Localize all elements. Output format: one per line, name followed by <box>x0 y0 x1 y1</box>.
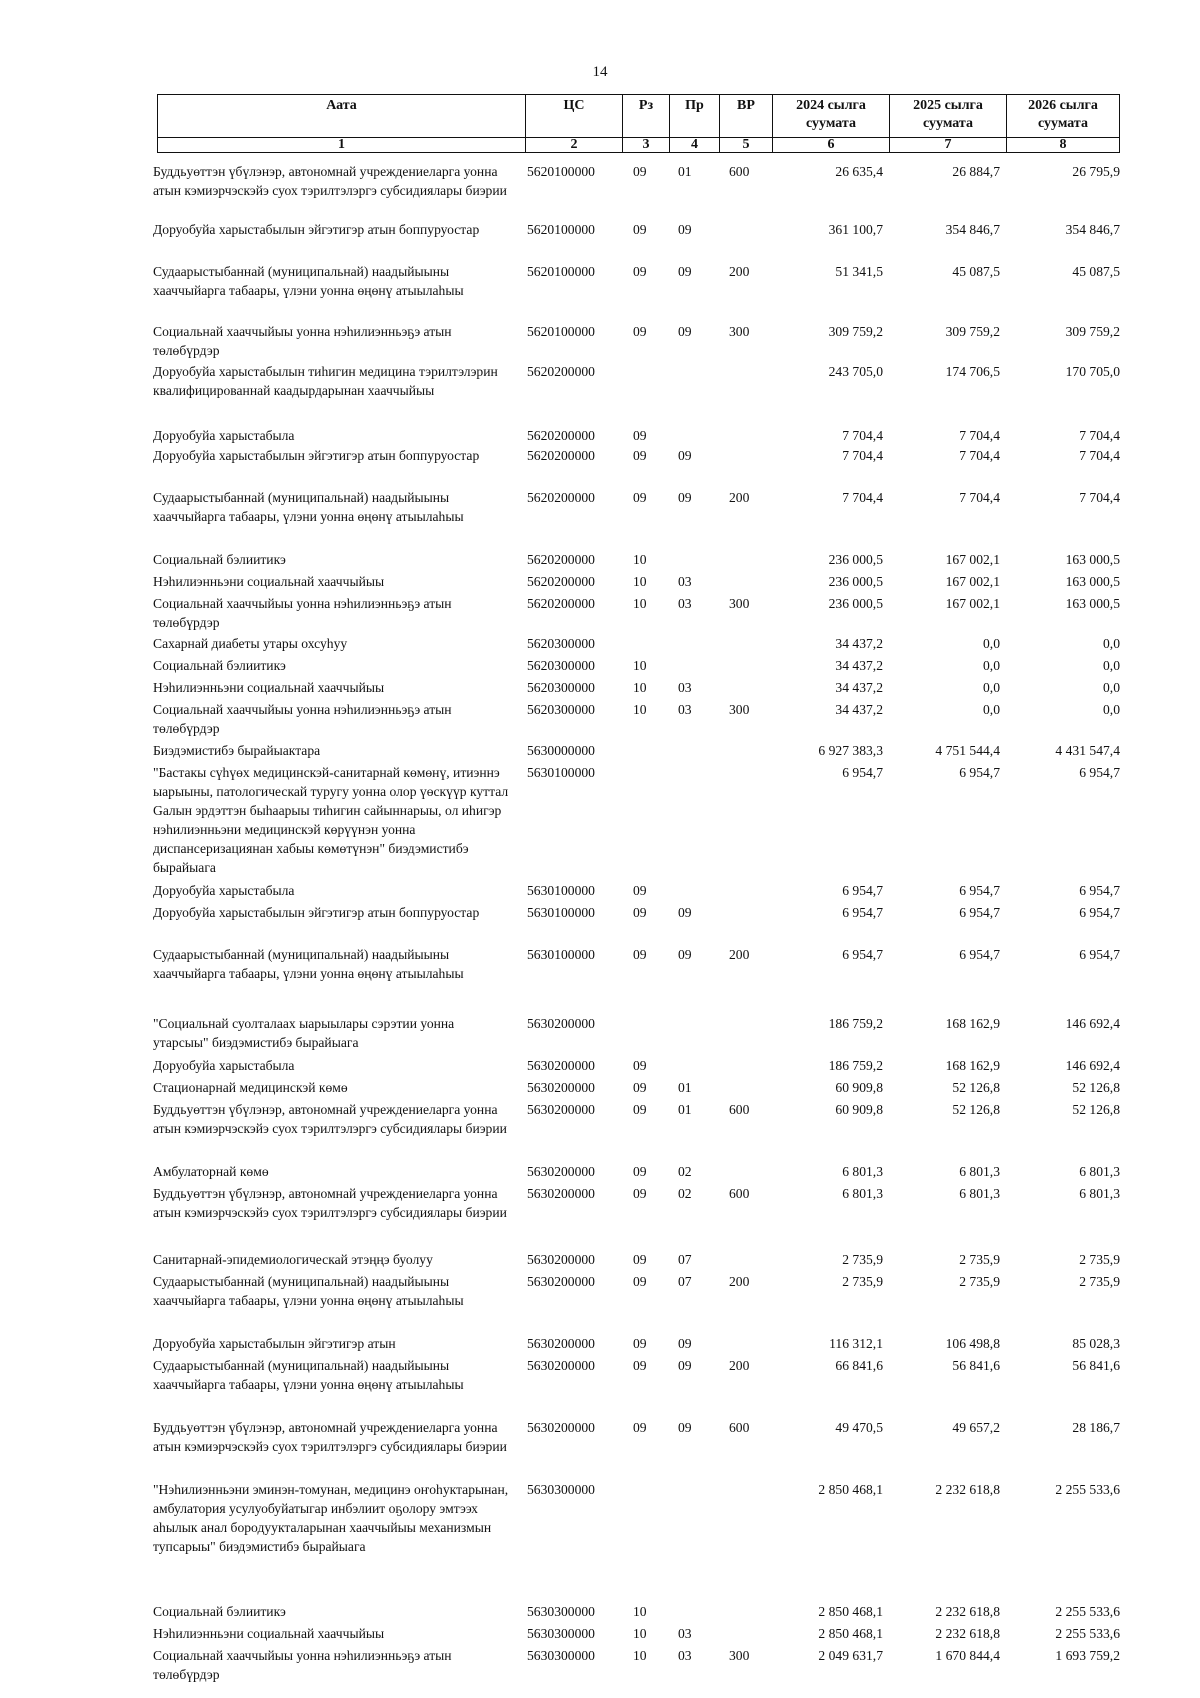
column-number: 5 <box>720 138 773 153</box>
row-amount-2024: 236 000,5 <box>828 552 883 567</box>
row-amount-2024: 6 801,3 <box>842 1164 883 1179</box>
row-amount-2025: 2 735,9 <box>959 1274 1000 1289</box>
row-amount-2026: 146 692,4 <box>1065 1058 1120 1073</box>
row-rz-code: 09 <box>633 905 647 920</box>
row-pr-code: 01 <box>678 1102 692 1117</box>
row-name: Нэһилиэнньэни социальнай хааччыйыы <box>153 680 385 695</box>
row-name: Социальнай бэлиитикэ <box>153 658 286 673</box>
row-rz-code: 09 <box>633 490 647 505</box>
row-amount-2024: 6 954,7 <box>842 905 883 920</box>
row-amount-2024: 49 470,5 <box>835 1420 883 1435</box>
row-amount-2026: 2 255 533,6 <box>1055 1604 1120 1619</box>
row-amount-2026: 7 704,4 <box>1079 428 1120 443</box>
row-amount-2026: 163 000,5 <box>1065 552 1120 567</box>
row-cs-code: 5630100000 <box>527 765 595 780</box>
row-amount-2025: 6 954,7 <box>959 765 1000 780</box>
row-vr-code: 300 <box>729 596 750 611</box>
row-amount-2025: 56 841,6 <box>952 1358 1000 1373</box>
row-amount-2024: 186 759,2 <box>828 1058 883 1073</box>
header-2026: 2026 сылга суумата <box>1007 95 1120 138</box>
row-rz-code: 10 <box>633 596 647 611</box>
row-vr-code: 300 <box>729 1648 750 1663</box>
row-amount-2026: 4 431 547,4 <box>1055 743 1120 758</box>
row-amount-2024: 2 735,9 <box>842 1252 883 1267</box>
row-amount-2026: 85 028,3 <box>1072 1336 1120 1351</box>
row-amount-2024: 6 954,7 <box>842 765 883 780</box>
row-cs-code: 5620100000 <box>527 222 595 237</box>
row-rz-code: 09 <box>633 1080 647 1095</box>
row-rz-code: 09 <box>633 1252 647 1267</box>
row-name: Нэһилиэнньэни социальнай хааччыйыы <box>153 1626 385 1641</box>
row-amount-2026: 0,0 <box>1103 658 1120 673</box>
row-cs-code: 5630300000 <box>527 1626 595 1641</box>
row-amount-2025: 0,0 <box>983 636 1000 651</box>
row-amount-2026: 309 759,2 <box>1065 324 1120 339</box>
row-amount-2025: 167 002,1 <box>945 596 1000 611</box>
row-cs-code: 5620200000 <box>527 552 595 567</box>
row-amount-2025: 168 162,9 <box>945 1058 1000 1073</box>
row-name: Судаарыстыбаннай (муниципальнай) наадыйыыны хааччыйарга табаары, үлэни уонна өңөнү атыылаһыы <box>153 947 464 981</box>
row-vr-code: 600 <box>729 164 750 179</box>
row-amount-2026: 7 704,4 <box>1079 490 1120 505</box>
row-amount-2025: 26 884,7 <box>952 164 1000 179</box>
row-name: Буддьуөттэн үбүлэнэр, автономнай учреждениеларга уонна атын кэмиэрчэскэйэ суох тэрилтэлэргэ субсидиялары биэрии <box>153 164 507 198</box>
row-amount-2025: 174 706,5 <box>945 364 1000 379</box>
row-rz-code: 09 <box>633 1358 647 1373</box>
row-name: Сахарнай диабеты утары охсуһуу <box>153 636 348 651</box>
row-amount-2024: 66 841,6 <box>835 1358 883 1373</box>
row-pr-code: 03 <box>678 574 692 589</box>
column-number: 4 <box>670 138 720 153</box>
row-rz-code: 09 <box>633 883 647 898</box>
row-cs-code: 5620300000 <box>527 702 595 717</box>
row-pr-code: 07 <box>678 1252 692 1267</box>
row-amount-2025: 52 126,8 <box>952 1102 1000 1117</box>
row-cs-code: 5630000000 <box>527 743 595 758</box>
row-rz-code: 09 <box>633 947 647 962</box>
row-amount-2026: 45 087,5 <box>1072 264 1120 279</box>
row-pr-code: 09 <box>678 1420 692 1435</box>
row-name: "Социальнай суолталаах ыарыылары сэрэтии уонна утарсыы" биэдэмистибэ бырайыага <box>153 1016 455 1050</box>
row-name: Социальнай хааччыйыы уонна нэһилиэнньэҕэ атын төлөбүрдэр <box>153 596 452 630</box>
row-name: "Бастакы сүһүөх медицинскэй-санитарнай көмөнү, итиэннэ ыарыыны, патологическай туругу уонна олор үөскүүр куттал Gaлын эрдэттэн быһаарыы тиһигин сайыннарыы, ол иһигэр нэһилиэнньэни медицинскэй көрүүнэн уонна диспансеризациянан хабыы көмөтүнэн" биэдэмистибэ бырайыага <box>153 765 509 875</box>
row-amount-2025: 7 704,4 <box>959 448 1000 463</box>
row-amount-2026: 56 841,6 <box>1072 1358 1120 1373</box>
row-rz-code: 10 <box>633 552 647 567</box>
row-amount-2026: 28 186,7 <box>1072 1420 1120 1435</box>
row-pr-code: 09 <box>678 448 692 463</box>
row-vr-code: 200 <box>729 1358 750 1373</box>
row-cs-code: 5630200000 <box>527 1102 595 1117</box>
row-amount-2025: 49 657,2 <box>952 1420 1000 1435</box>
row-amount-2026: 354 846,7 <box>1065 222 1120 237</box>
row-vr-code: 200 <box>729 490 750 505</box>
row-cs-code: 5620200000 <box>527 364 595 379</box>
column-number: 6 <box>773 138 890 153</box>
row-amount-2026: 6 801,3 <box>1079 1164 1120 1179</box>
row-name: Буддьуөттэн үбүлэнэр, автономнай учреждениеларга уонна атын кэмиэрчэскэйэ суох тэрилтэлэргэ субсидиялары биэрии <box>153 1102 507 1136</box>
row-name: Биэдэмистибэ бырайыактара <box>153 743 321 758</box>
row-vr-code: 600 <box>729 1186 750 1201</box>
row-amount-2025: 1 670 844,4 <box>935 1648 1000 1663</box>
row-cs-code: 5620300000 <box>527 680 595 695</box>
row-cs-code: 5630100000 <box>527 905 595 920</box>
row-name: Санитарнай-эпидемиологическай этэңңэ буолуу <box>153 1252 433 1267</box>
row-pr-code: 09 <box>678 905 692 920</box>
row-cs-code: 5630200000 <box>527 1058 595 1073</box>
row-amount-2026: 2 735,9 <box>1079 1274 1120 1289</box>
row-amount-2025: 167 002,1 <box>945 574 1000 589</box>
row-cs-code: 5630200000 <box>527 1016 595 1031</box>
row-amount-2025: 2 232 618,8 <box>935 1626 1000 1641</box>
row-amount-2025: 45 087,5 <box>952 264 1000 279</box>
header-2024: 2024 сылга суумата <box>773 95 890 138</box>
row-name: Доруобуйа харыстабылын эйгэтигэр атын боппуруостар <box>153 222 480 237</box>
row-name: Доруобуйа харыстабылын эйгэтигэр атын боппуруостар <box>153 448 480 463</box>
row-amount-2024: 2 850 468,1 <box>818 1604 883 1619</box>
row-amount-2025: 354 846,7 <box>945 222 1000 237</box>
row-rz-code: 09 <box>633 264 647 279</box>
row-amount-2024: 243 705,0 <box>828 364 883 379</box>
row-amount-2024: 309 759,2 <box>828 324 883 339</box>
row-pr-code: 02 <box>678 1164 692 1179</box>
row-pr-code: 09 <box>678 222 692 237</box>
row-vr-code: 200 <box>729 1274 750 1289</box>
row-cs-code: 5630200000 <box>527 1252 595 1267</box>
row-cs-code: 5620200000 <box>527 574 595 589</box>
row-name: Доруобуйа харыстабыла <box>153 883 295 898</box>
row-amount-2026: 0,0 <box>1103 702 1120 717</box>
row-rz-code: 09 <box>633 1164 647 1179</box>
row-pr-code: 07 <box>678 1274 692 1289</box>
row-name: Стационарнай медицинскэй көмө <box>153 1080 348 1095</box>
row-pr-code: 03 <box>678 680 692 695</box>
row-name: Доруобуйа харыстабылын тиһигин медицина тэрилтэлэрин квалифицированнай каадырдарынан хааччыйыы <box>153 364 498 398</box>
row-pr-code: 09 <box>678 1358 692 1373</box>
row-amount-2025: 309 759,2 <box>945 324 1000 339</box>
row-cs-code: 5630300000 <box>527 1482 595 1497</box>
row-amount-2024: 6 954,7 <box>842 883 883 898</box>
row-amount-2025: 4 751 544,4 <box>935 743 1000 758</box>
row-amount-2024: 361 100,7 <box>828 222 883 237</box>
row-amount-2026: 0,0 <box>1103 680 1120 695</box>
column-number: 8 <box>1007 138 1120 153</box>
row-name: Доруобуйа харыстабыла <box>153 1058 295 1073</box>
row-name: Доруобуйа харыстабылын эйгэтигэр атын <box>153 1336 396 1351</box>
row-amount-2024: 34 437,2 <box>835 680 883 695</box>
header-name: Аата <box>158 95 526 138</box>
row-amount-2024: 236 000,5 <box>828 596 883 611</box>
row-amount-2025: 2 232 618,8 <box>935 1604 1000 1619</box>
row-amount-2024: 26 635,4 <box>835 164 883 179</box>
row-cs-code: 5630300000 <box>527 1604 595 1619</box>
row-amount-2025: 2 735,9 <box>959 1252 1000 1267</box>
row-rz-code: 09 <box>633 1336 647 1351</box>
row-amount-2025: 6 801,3 <box>959 1164 1000 1179</box>
row-rz-code: 09 <box>633 164 647 179</box>
row-pr-code: 01 <box>678 164 692 179</box>
row-rz-code: 10 <box>633 1626 647 1641</box>
row-name: Нэһилиэнньэни социальнай хааччыйыы <box>153 574 385 589</box>
row-name: Судаарыстыбаннай (муниципальнай) наадыйыыны хааччыйарга табаары, үлэни уонна өңөнү атыылаһыы <box>153 1358 464 1392</box>
row-amount-2024: 34 437,2 <box>835 658 883 673</box>
row-amount-2026: 6 954,7 <box>1079 947 1120 962</box>
row-name: Доруобуйа харыстабылын эйгэтигэр атын боппуруостар <box>153 905 480 920</box>
row-amount-2024: 2 850 468,1 <box>818 1626 883 1641</box>
header-rz: Рз <box>623 95 670 138</box>
row-cs-code: 5620200000 <box>527 490 595 505</box>
row-amount-2024: 6 927 383,3 <box>818 743 883 758</box>
row-rz-code: 09 <box>633 1186 647 1201</box>
row-name: Буддьуөттэн үбүлэнэр, автономнай учреждениеларга уонна атын кэмиэрчэскэйэ суох тэрилтэлэргэ субсидиялары биэрии <box>153 1420 507 1454</box>
row-cs-code: 5630200000 <box>527 1080 595 1095</box>
row-pr-code: 09 <box>678 1336 692 1351</box>
row-rz-code: 10 <box>633 1604 647 1619</box>
row-amount-2025: 6 801,3 <box>959 1186 1000 1201</box>
row-cs-code: 5620200000 <box>527 448 595 463</box>
row-vr-code: 600 <box>729 1102 750 1117</box>
row-rz-code: 09 <box>633 448 647 463</box>
row-rz-code: 09 <box>633 1420 647 1435</box>
row-cs-code: 5620100000 <box>527 164 595 179</box>
row-amount-2024: 34 437,2 <box>835 636 883 651</box>
header-2025: 2025 сылга суумата <box>890 95 1007 138</box>
row-rz-code: 10 <box>633 702 647 717</box>
row-amount-2026: 6 801,3 <box>1079 1186 1120 1201</box>
row-name: Доруобуйа харыстабыла <box>153 428 295 443</box>
row-amount-2024: 51 341,5 <box>835 264 883 279</box>
row-cs-code: 5630200000 <box>527 1358 595 1373</box>
header-pr: Пр <box>670 95 720 138</box>
row-amount-2026: 0,0 <box>1103 636 1120 651</box>
row-name: Буддьуөттэн үбүлэнэр, автономнай учреждениеларга уонна атын кэмиэрчэскэйэ суох тэрилтэлэргэ субсидиялары биэрии <box>153 1186 507 1220</box>
row-rz-code: 09 <box>633 1058 647 1073</box>
row-amount-2026: 1 693 759,2 <box>1055 1648 1120 1663</box>
row-amount-2026: 52 126,8 <box>1072 1080 1120 1095</box>
row-rz-code: 09 <box>633 1102 647 1117</box>
row-rz-code: 09 <box>633 222 647 237</box>
column-number: 2 <box>526 138 623 153</box>
row-amount-2025: 6 954,7 <box>959 905 1000 920</box>
row-amount-2025: 52 126,8 <box>952 1080 1000 1095</box>
row-pr-code: 03 <box>678 1648 692 1663</box>
row-vr-code: 200 <box>729 264 750 279</box>
row-rz-code: 10 <box>633 1648 647 1663</box>
row-amount-2026: 146 692,4 <box>1065 1016 1120 1031</box>
row-cs-code: 5630200000 <box>527 1420 595 1435</box>
row-pr-code: 03 <box>678 702 692 717</box>
row-pr-code: 03 <box>678 1626 692 1641</box>
row-name: Социальнай хааччыйыы уонна нэһилиэнньэҕэ атын төлөбүрдэр <box>153 702 452 736</box>
row-amount-2025: 0,0 <box>983 658 1000 673</box>
row-amount-2024: 2 049 631,7 <box>818 1648 883 1663</box>
row-rz-code: 10 <box>633 680 647 695</box>
row-amount-2026: 2 255 533,6 <box>1055 1626 1120 1641</box>
row-amount-2024: 6 801,3 <box>842 1186 883 1201</box>
row-amount-2026: 2 255 533,6 <box>1055 1482 1120 1497</box>
row-cs-code: 5630200000 <box>527 1164 595 1179</box>
row-amount-2024: 186 759,2 <box>828 1016 883 1031</box>
row-pr-code: 02 <box>678 1186 692 1201</box>
row-amount-2025: 6 954,7 <box>959 883 1000 898</box>
row-rz-code: 09 <box>633 324 647 339</box>
row-pr-code: 09 <box>678 947 692 962</box>
row-amount-2024: 7 704,4 <box>842 490 883 505</box>
row-amount-2024: 2 735,9 <box>842 1274 883 1289</box>
row-name: Судаарыстыбаннай (муниципальнай) наадыйыыны хааччыйарга табаары, үлэни уонна өңөнү атыылаһыы <box>153 1274 464 1308</box>
row-amount-2026: 6 954,7 <box>1079 883 1120 898</box>
row-amount-2026: 170 705,0 <box>1065 364 1120 379</box>
row-cs-code: 5620300000 <box>527 658 595 673</box>
row-amount-2024: 6 954,7 <box>842 947 883 962</box>
row-name: Судаарыстыбаннай (муниципальнай) наадыйыыны хааччыйарга табаары, үлэни уонна өңөнү атыылаһыы <box>153 264 464 298</box>
row-cs-code: 5620200000 <box>527 428 595 443</box>
row-amount-2024: 2 850 468,1 <box>818 1482 883 1497</box>
row-vr-code: 300 <box>729 702 750 717</box>
row-name: Социальнай бэлиитикэ <box>153 1604 286 1619</box>
row-amount-2024: 116 312,1 <box>829 1336 883 1351</box>
row-amount-2024: 7 704,4 <box>842 428 883 443</box>
row-amount-2025: 7 704,4 <box>959 490 1000 505</box>
header-cs: ЦС <box>526 95 623 138</box>
row-amount-2026: 26 795,9 <box>1072 164 1120 179</box>
row-amount-2024: 236 000,5 <box>828 574 883 589</box>
column-number: 1 <box>158 138 526 153</box>
row-cs-code: 5620200000 <box>527 596 595 611</box>
row-rz-code: 09 <box>633 428 647 443</box>
row-name: Социальнай хааччыйыы уонна нэһилиэнньэҕэ атын төлөбүрдэр <box>153 324 452 358</box>
row-pr-code: 09 <box>678 490 692 505</box>
row-amount-2024: 7 704,4 <box>842 448 883 463</box>
row-cs-code: 5630100000 <box>527 947 595 962</box>
row-amount-2025: 168 162,9 <box>945 1016 1000 1031</box>
row-pr-code: 09 <box>678 264 692 279</box>
header-vr: ВР <box>720 95 773 138</box>
row-pr-code: 09 <box>678 324 692 339</box>
column-number: 3 <box>623 138 670 153</box>
row-cs-code: 5630200000 <box>527 1186 595 1201</box>
row-cs-code: 5630200000 <box>527 1274 595 1289</box>
row-name: Социальнай хааччыйыы уонна нэһилиэнньэҕэ атын төлөбүрдэр <box>153 1648 452 1682</box>
row-amount-2024: 60 909,8 <box>835 1080 883 1095</box>
page-number: 14 <box>592 64 608 80</box>
row-amount-2024: 34 437,2 <box>835 702 883 717</box>
row-amount-2024: 60 909,8 <box>835 1102 883 1117</box>
row-amount-2025: 2 232 618,8 <box>935 1482 1000 1497</box>
row-pr-code: 01 <box>678 1080 692 1095</box>
row-amount-2025: 7 704,4 <box>959 428 1000 443</box>
row-name: "Нэһилиэнньэни эминэн-томунан, медицинэ оҥоһуктарынан, амбулатория усулуобуйатыгар инбэлиит оҕолору эмтээх аһылык анал бородуукталарынан хааччыйыы механизмын тупсарыы" биэдэмистибэ бырайыага <box>153 1482 509 1554</box>
row-cs-code: 5630200000 <box>527 1336 595 1351</box>
row-cs-code: 5620300000 <box>527 636 595 651</box>
row-name: Амбулаторнай көмө <box>153 1164 269 1179</box>
row-amount-2025: 167 002,1 <box>945 552 1000 567</box>
row-vr-code: 200 <box>729 947 750 962</box>
row-amount-2026: 2 735,9 <box>1079 1252 1120 1267</box>
row-amount-2026: 163 000,5 <box>1065 574 1120 589</box>
column-number: 7 <box>890 138 1007 153</box>
row-rz-code: 10 <box>633 658 647 673</box>
row-name: Социальнай бэлиитикэ <box>153 552 286 567</box>
row-cs-code: 5620100000 <box>527 264 595 279</box>
row-amount-2026: 163 000,5 <box>1065 596 1120 611</box>
row-amount-2026: 7 704,4 <box>1079 448 1120 463</box>
row-name: Судаарыстыбаннай (муниципальнай) наадыйыыны хааччыйарга табаары, үлэни уонна өңөнү атыылаһыы <box>153 490 464 524</box>
row-vr-code: 600 <box>729 1420 750 1435</box>
row-amount-2026: 52 126,8 <box>1072 1102 1120 1117</box>
row-amount-2025: 106 498,8 <box>945 1336 1000 1351</box>
row-amount-2026: 6 954,7 <box>1079 905 1120 920</box>
row-cs-code: 5630300000 <box>527 1648 595 1663</box>
row-vr-code: 300 <box>729 324 750 339</box>
row-amount-2025: 0,0 <box>983 680 1000 695</box>
row-cs-code: 5630100000 <box>527 883 595 898</box>
row-amount-2025: 6 954,7 <box>959 947 1000 962</box>
row-pr-code: 03 <box>678 596 692 611</box>
row-amount-2025: 0,0 <box>983 702 1000 717</box>
row-rz-code: 10 <box>633 574 647 589</box>
row-rz-code: 09 <box>633 1274 647 1289</box>
row-amount-2026: 6 954,7 <box>1079 765 1120 780</box>
row-cs-code: 5620100000 <box>527 324 595 339</box>
